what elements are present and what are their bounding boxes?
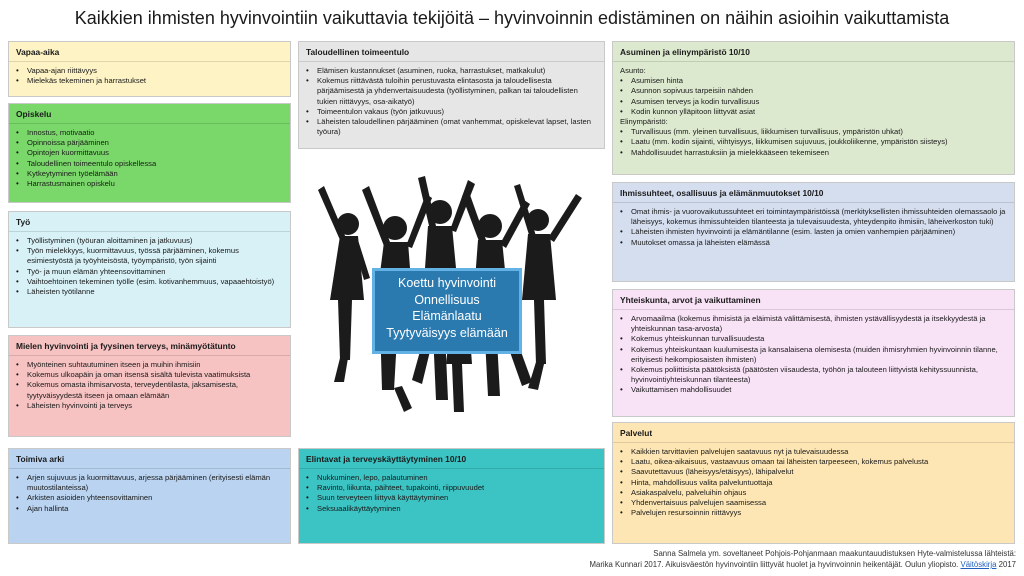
list-item: • Elämisen kustannukset (asuminen, ruoka, harrastukset, matkakulut): [306, 66, 598, 76]
box-header: Työ: [9, 212, 290, 232]
page-title: Kaikkien ihmisten hyvinvointiin vaikuttavia tekijöitä – hyvinvoinnin edistäminen on näihin asioihin vaikuttamista: [74, 8, 950, 28]
box-toimiva-arki: [8, 448, 291, 544]
list-item: • Omat ihmis- ja vuorovaikutussuhteet eri toimintaympäristöissä (merkityksellisten ihmissuhteiden olemassaolo ja läheisyys, kokemus ihmissuhteiden tilanteesta ja tulevaisuudesta, yhteydenpito ihmisiin, läheiverkoston tuki): [620, 207, 1008, 227]
list-item: • Kokemus poliittisista päätöksistä (päätösten viisaudesta, työhön ja talouteen liittyvistä kehityssuunnista, hyvinvointiyhteiskunnan tilanteesta): [620, 365, 1008, 385]
list-item: • Myönteinen suhtautuminen itseen ja muihin ihmisiin: [16, 360, 284, 370]
box-asuminen: [612, 41, 1015, 175]
list-item: • Opintojen kuormittavuus: [16, 148, 284, 158]
list-item: • Kokemus riittävästä tuloihin perustuvasta elintasosta ja taloudellisesta pärjäämisestä ja yhdenvertaisuudesta (työllistyminen, palkan tai taloudellisten tukien riittävyys, osa-aikatyö): [306, 76, 598, 107]
credits-line: [590, 559, 1017, 570]
list-item: • Läheisten taloudellinen pärjääminen (omat vanhemmat, opiskelevat lapset, lasten työura): [306, 117, 598, 137]
list-item: • Arjen sujuvuus ja kuormittavuus, arjessa pärjääminen (erityisesti elämän muutostilanteissa): [16, 473, 284, 493]
box-ihmissuhteet: [612, 182, 1015, 282]
list-item: • Nukkuminen, lepo, palautuminen: [306, 473, 598, 483]
box-mieli: [8, 335, 291, 437]
list-item: • Mahdollisuudet harrastuksiin ja mielekkääseen tekemiseen: [620, 148, 1008, 158]
subheading: Elinympäristö:: [620, 117, 668, 127]
list-item: • Kokemus omasta ihmisarvosta, terveydentilasta, jaksamisesta, tyytyväisyydestä itseen ja omaan elämään: [16, 380, 284, 400]
box-taloudellinen-toimeentulo: [298, 41, 605, 149]
box-header: Opiskelu: [9, 104, 290, 124]
list-item: • Asunnon sopivuus tarpeisiin nähden: [620, 86, 1008, 96]
list-item: • Arkisten asioiden yhteensovittaminen: [16, 493, 284, 503]
list-item: • Harrastusmainen opiskelu: [16, 179, 284, 189]
box-header: Taloudellinen toimeentulo: [299, 42, 604, 62]
list-item: • Asumisen hinta: [620, 76, 1008, 86]
center-line: Onnellisuus: [414, 292, 480, 307]
list-item: • Yhdenvertaisuus palvelujen saamisessa: [620, 498, 1008, 508]
box-header: Ihmissuhteet, osallisuus ja elämänmuutokset 10/10: [613, 183, 1014, 203]
box-yhteiskunta: [612, 289, 1015, 417]
list-item: • Muutokset omassa ja läheisten elämässä: [620, 238, 1008, 248]
list-item: • Kokemus yhteiskuntaan kuulumisesta ja kansalaisena olemisesta (muiden ihmisryhmien hyvinvoinnin tilanne, erityisesti heikompiosaisten ihmisten): [620, 345, 1008, 365]
list-item: • Läheisten ihmisten hyvinvointi ja elämäntilanne (esim. lasten ja omien vanhempien pärjääminen): [620, 227, 1008, 237]
list-item: • Kokemus yhteiskunnan turvallisuudesta: [620, 334, 1008, 344]
list-item: • Laatu, oikea-aikaisuus, vastaavuus omaan tai läheisten tarpeeseen, kokemus palvelusta: [620, 457, 1008, 467]
box-palvelut: [612, 422, 1015, 544]
list-item: • Taloudellinen toimeentulo opiskellessa: [16, 159, 284, 169]
list-item: • Kytkeytyminen työelämään: [16, 169, 284, 179]
list-item: • Saavutettavuus (läheisyys/etäisyys), lähipalvelut: [620, 467, 1008, 477]
list-item: • Kodin kunnon ylläpitoon liittyvät asiat: [620, 107, 1008, 117]
list-item: • Vaihtoehtoinen tekeminen työlle (esim. kotivanhemmuus, vapaaehtoistyö): [16, 277, 284, 287]
box-elintavat: [298, 448, 605, 544]
list-item: • Palvelujen resursoinnin riittävyys: [620, 508, 1008, 518]
center-label: [372, 268, 522, 354]
box-opiskelu: [8, 103, 291, 203]
box-header: Vapaa-aika: [9, 42, 290, 62]
box-header: Palvelut: [613, 423, 1014, 443]
box-header: Mielen hyvinvointi ja fyysinen terveys, minämyötätunto: [9, 336, 290, 356]
box-header: Elintavat ja terveyskäyttäytyminen 10/10: [299, 449, 604, 469]
center-line: Koettu hyvinvointi: [398, 276, 496, 290]
center-line: Tyytyväisyys elämään: [386, 325, 508, 340]
list-item: • Suun terveyteen liittyvä käyttäytyminen: [306, 493, 598, 503]
list-item: • Kaikkien tarvittavien palvelujen saatavuus nyt ja tulevaisuudessa: [620, 447, 1008, 457]
box-header: Asuminen ja elinympäristö 10/10: [613, 42, 1014, 62]
box-header: Toimiva arki: [9, 449, 290, 469]
list-item: • Toimeentulon vakaus (työn jatkuvuus): [306, 107, 598, 117]
list-item: • Ajan hallinta: [16, 504, 284, 514]
credits-text: Marika Kunnari 2017. Aikuisväestön hyvinvointiin liittyvät huolet ja hyvinvoinnin heikentäjät. Oulun yliopisto.: [589, 560, 959, 569]
list-item: • Asiakaspalvelu, palveluihin ohjaus: [620, 488, 1008, 498]
subheading: Asunto:: [620, 66, 646, 75]
credits: [590, 548, 1017, 570]
list-item: • Vaikuttamisen mahdollisuudet: [620, 385, 1008, 395]
credits-line: Sanna Salmela ym. soveltaneet Pohjois-Pohjanmaan maakuntauudistuksen Hyte-valmistelussa lähteistä:: [653, 549, 1016, 558]
list-item: • Arvomaailma (kokemus ihmisistä ja eläimistä välittämisestä, ihmisten ystävällisyydestä ja itsekkyydestä ja yhteiskunnan tasa-arvosta): [620, 314, 1008, 334]
list-item: • Mielekäs tekeminen ja harrastukset: [16, 76, 284, 86]
list-item: • Vapaa-ajan riittävyys: [16, 66, 284, 76]
list-item: • Laatu (mm. kodin sijainti, viihtyisyys, liikkumisen sujuvuus, joukkoliikenne, ympäristön siisteys): [620, 137, 1008, 147]
list-item: • Työ- ja muun elämän yhteensovittaminen: [16, 267, 284, 277]
box-tyo: [8, 211, 291, 328]
thesis-link[interactable]: Väitöskirja: [960, 560, 997, 569]
credits-year: 2017: [998, 560, 1016, 569]
list-item: • Seksuaalikäyttäytyminen: [306, 504, 598, 514]
list-item: • Innostus, motivaatio: [16, 128, 284, 138]
list-item: • Turvallisuus (mm. yleinen turvallisuus, liikkumisen turvallisuus, ympäristön uhkat): [620, 127, 1008, 137]
list-item: • Läheisten työtilanne: [16, 287, 284, 297]
list-item: • Ravinto, liikunta, päihteet, tupakointi, riippuvuudet: [306, 483, 598, 493]
list-item: • Työn mielekkyys, kuormittavuus, työssä pärjääminen, kokemus esimiestyöstä ja työyhteisöstä, työympäristö, työn sijainti: [16, 246, 284, 266]
list-item: • Hinta, mahdollisuus valita palveluntuottaja: [620, 478, 1008, 488]
list-item: • Opinnoissa pärjääminen: [16, 138, 284, 148]
list-item: • Asumisen terveys ja kodin turvallisuus: [620, 97, 1008, 107]
box-header: Yhteiskunta, arvot ja vaikuttaminen: [613, 290, 1014, 310]
list-item: • Kokemus ulkoapäin ja oman itsensä sisältä tulevista vaatimuksista: [16, 370, 284, 380]
box-vapaa-aika: [8, 41, 291, 97]
list-item: • Läheisten hyvinvointi ja terveys: [16, 401, 284, 411]
center-line: Elämänlaatu: [412, 309, 482, 323]
list-item: • Työllistyminen (työuran aloittaminen ja jatkuvuus): [16, 236, 284, 246]
